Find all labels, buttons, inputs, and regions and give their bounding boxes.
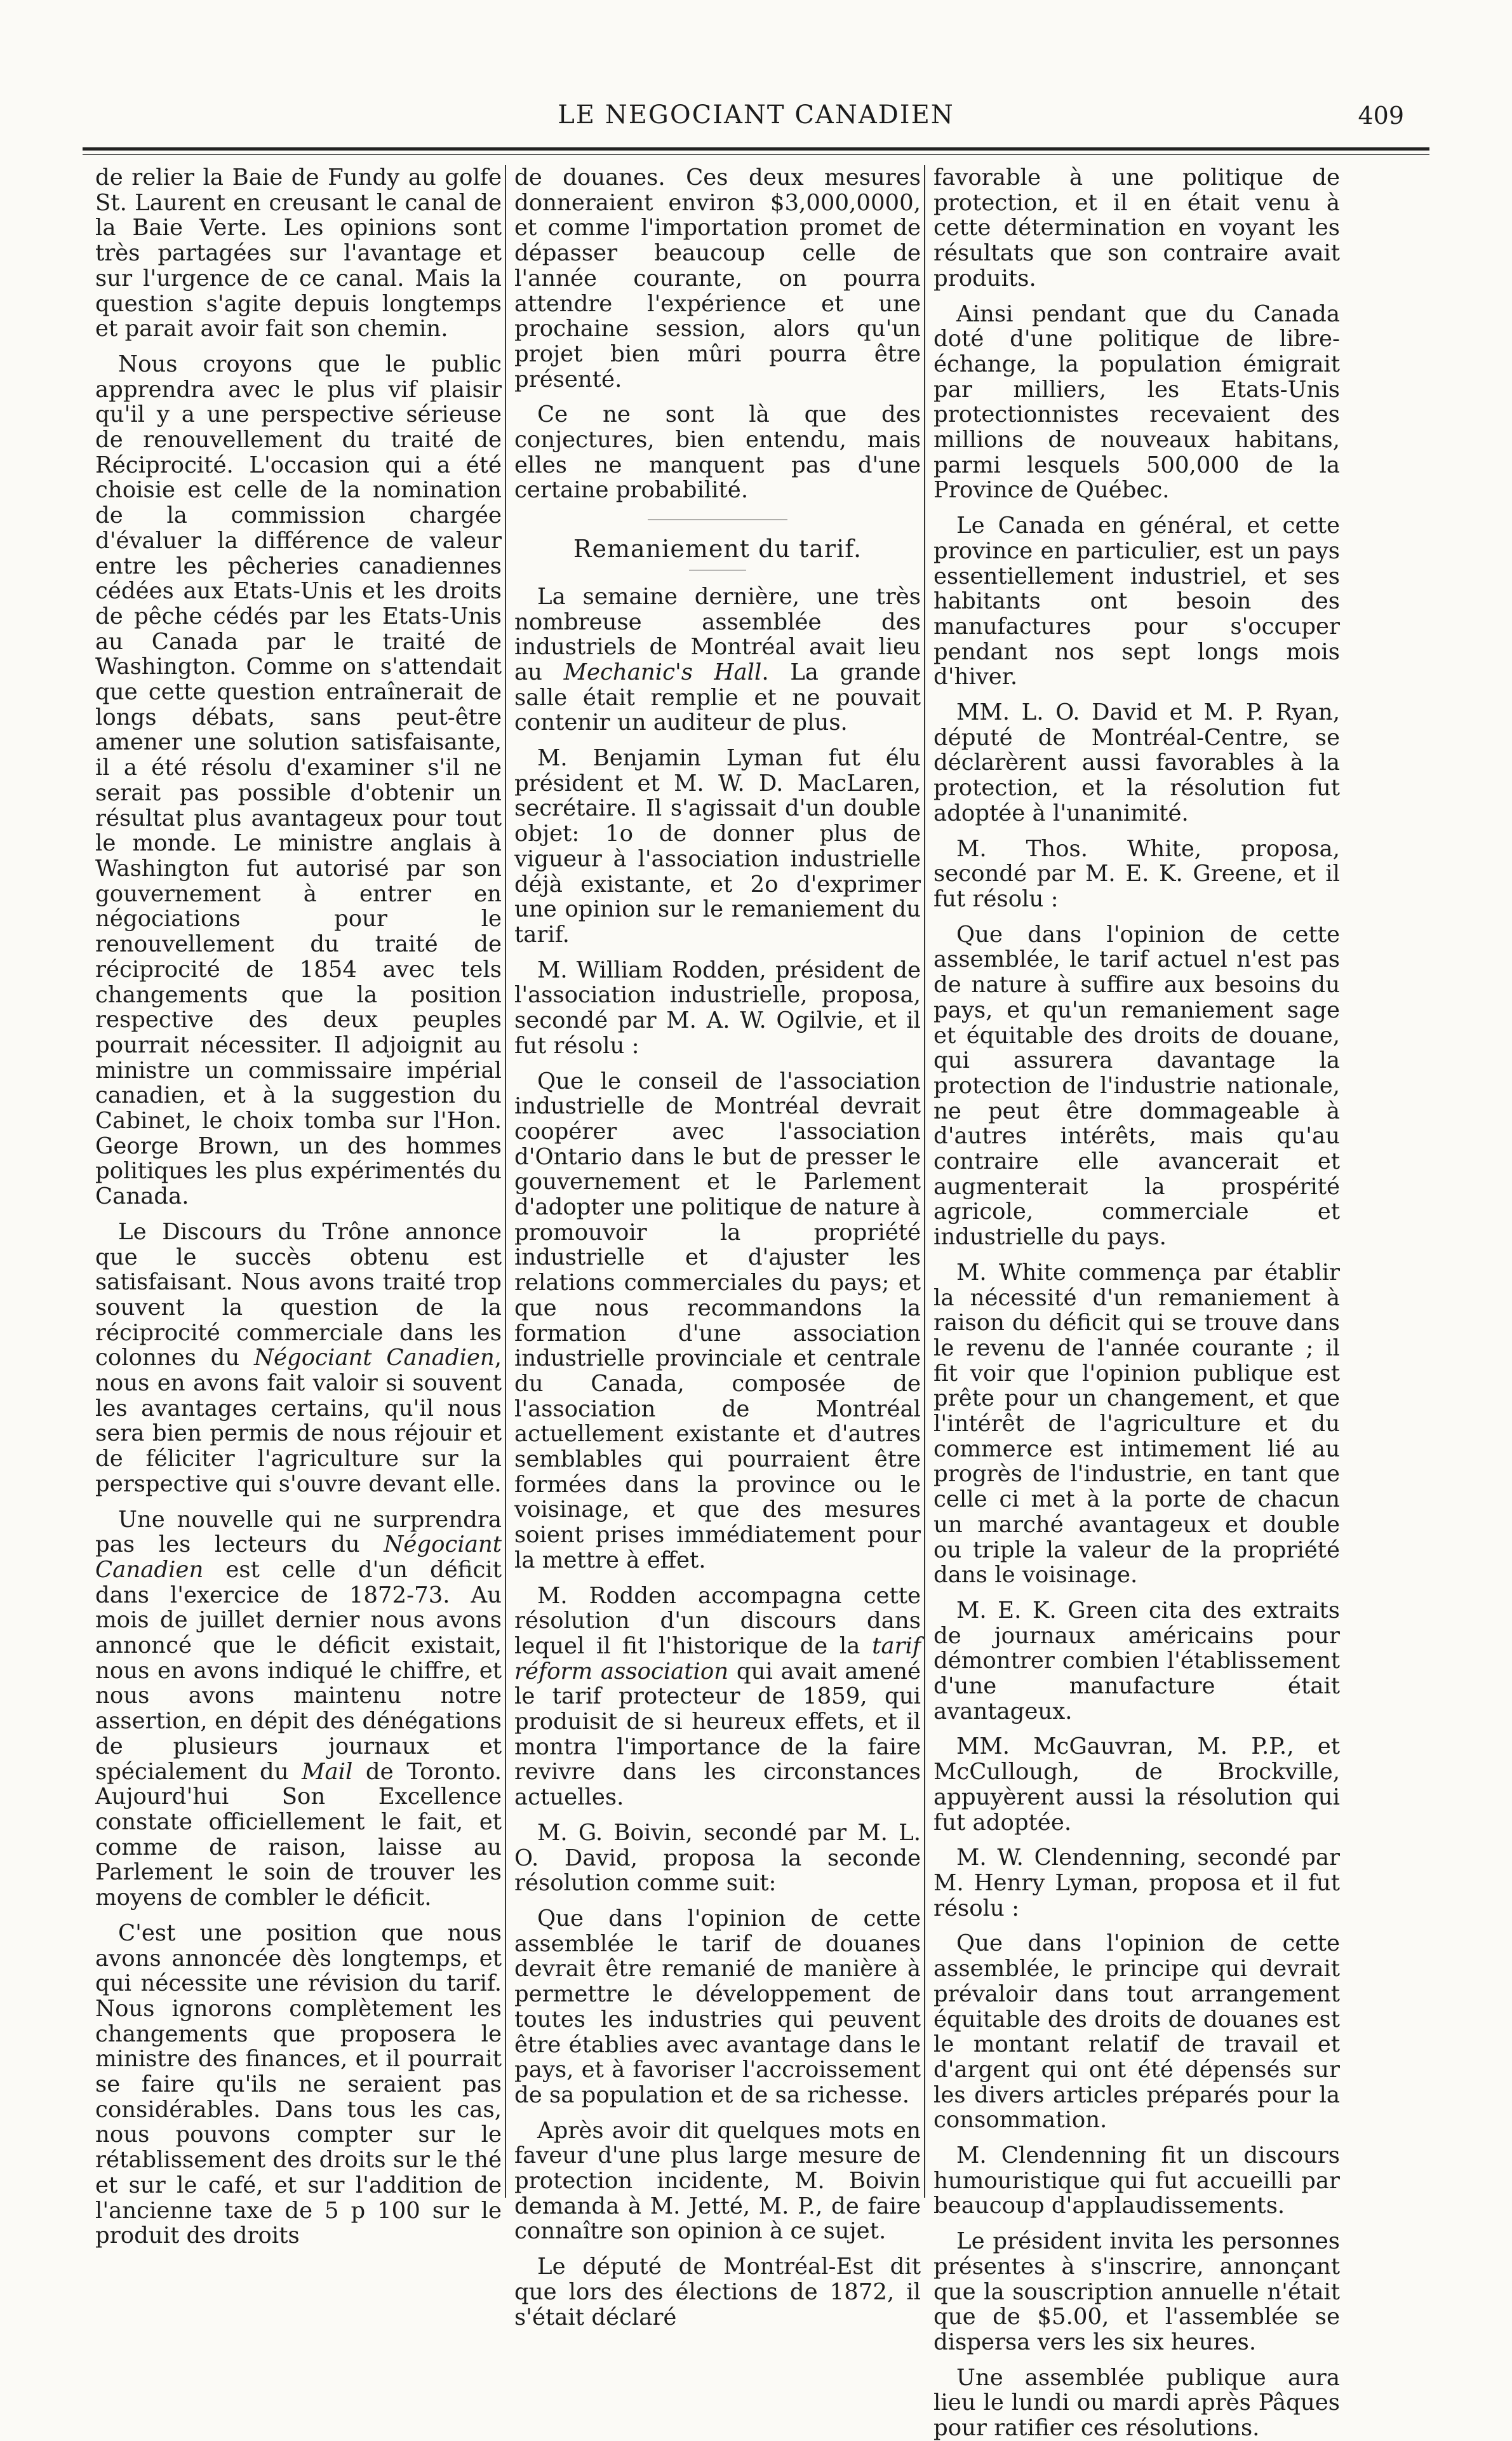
- paragraph: Le Canada en général, et cette province en particulier, est un pays essentiellement industriel, et ses habitants ont besoin des manufactures pour s'occuper pendant nos sept longs mois d'hiver.: [933, 513, 1340, 690]
- text-run: , nous en avons fait valoir si souvent les avantages certains, qu'il nous sera bien permis de nous réjouir et de féliciter l'agriculture sur la perspective qui s'ouvre devant elle.: [95, 1345, 502, 1497]
- column-2: [514, 165, 921, 2330]
- paragraph: M. E. K. Green cita des extraits de journaux américains pour démontrer combien l'établissement d'une manufacture était avantageux.: [933, 1597, 1340, 1725]
- paragraph: Le député de Montréal-Est dit que lors des élections de 1872, il s'était déclaré: [514, 2254, 921, 2330]
- paragraph: de relier la Baie de Fundy au golfe St. Laurent en creusant le canal de la Baie Verte. Les opinions sont très partagées sur l'avantage et sur l'urgence de ce canal. Mais la question s'agite depuis longtemps et parait avoir fait son chemin.: [95, 165, 502, 342]
- section-title: Remaniement du tarif.: [573, 535, 862, 563]
- paragraph: M. White commença par établir la nécessité d'un remaniement à raison du déficit qui se trouve dans le revenu de l'année courante ; il fit voir que l'opinion publique est prête pour un changement, et que l'intérêt de l'agriculture et du commerce est intimement lié au progrès de l'industrie, en tant que celle ci met à la porte de chacun un marché avantageux et double ou triple la valeur de la propriété dans le voisinage.: [933, 1259, 1340, 1589]
- header-rule: [83, 147, 1429, 155]
- paragraph: Nous croyons que le public apprendra avec le plus vif plaisir qu'il y a une perspective sérieuse de renouvellement du traité de Réciprocité. L'occasion qui a été choisie est celle de la nomination de la commission chargée d'évaluer la différence de valeur entre les pêcheries canadiennes cédées aux Etats-Unis et les droits de pêche cédés par les Etats-Unis au Canada par le traité de Washington. Comme on s'attendait que cette question entraînerait de longs débats, sans peut-être amener une solution satisfaisante, il a été résolu d'examiner s'il ne serait pas possible d'obtenir un résultat plus avantageux pour tout le monde. Le ministre anglais à Washington fut autorisé par son gouvernement à entrer en négociations pour le renouvellement du traité de réciprocité de 1854 avec tels changements que la position respective des deux peuples pourrait nécessiter. Il adjoignit au ministre un commissaire impérial canadien, et à la suggestion du Cabinet, le choix tomba sur l'Hon. George Brown, un des hommes politiques les plus expérimentés du Canada.: [95, 351, 502, 1210]
- paragraph: [514, 584, 921, 736]
- paragraph: MM. L. O. David et M. P. Ryan, député de Montréal-Centre, se déclarèrent aussi favorables à la protection, et la résolution fut adoptée à l'unanimité.: [933, 699, 1340, 826]
- italic-text: Négociant Canadien: [253, 1345, 495, 1371]
- text-run: La semaine dernière, une très nombreuse assemblée des industriels de Montréal avait lieu au: [514, 583, 921, 685]
- italic-text: Mail: [302, 1758, 353, 1785]
- page-header: [83, 95, 1429, 133]
- paragraph: Après avoir dit quelques mots en faveur d'une plus large mesure de protection incidente, M. Boivin demanda à M. Jetté, M. P., de faire connaître son opinion à ce sujet.: [514, 2117, 921, 2245]
- paragraph: Ce ne sont là que des conjectures, bien entendu, mais elles ne manquent pas d'une certaine probabilité.: [514, 401, 921, 504]
- text-run: qui avait amené le tarif protecteur de 1859, qui produisit de si heureux effets, et il montra l'importance de la faire revivre dans les circonstances actuelles.: [514, 1658, 921, 1811]
- column-divider-1: [505, 165, 506, 2198]
- paragraph: Ainsi pendant que du Canada doté d'une politique de libre-échange, la population émigrait par milliers, les Etats-Unis protectionnistes recevaient des millions de nouveaux habitans, parmi lesquels 500,000 de la Province de Québec.: [933, 300, 1340, 504]
- paragraph: M. William Rodden, président de l'association industrielle, proposa, secondé par M. A. W. Ogilvie, et il fut résolu :: [514, 957, 921, 1059]
- page-number: 409: [1358, 102, 1404, 130]
- paragraph: favorable à une politique de protection, et il en était venu à cette détermination en voyant les résultats que son contraire avait produits.: [933, 165, 1340, 292]
- text-run: M. Rodden accompagna cette résolution d'un discours dans lequel il fit l'historique de la: [514, 1582, 921, 1659]
- text-run: . La grande salle était remplie et ne pouvait contenir un auditeur de plus.: [514, 659, 921, 736]
- paragraph: Que dans l'opinion de cette assemblée le tarif de douanes devrait être remanié de manière à permettre le développement de toutes les industries qui peuvent être établies avec avantage dans le pays, et à favoriser l'accroissement de sa population et de sa richesse.: [514, 1906, 921, 2108]
- paragraph: Le président invita les personnes présentes à s'inscrire, annonçant que la souscription annuelle n'était que de $5.00, et l'assemblée se dispersa vers les six heures.: [933, 2228, 1340, 2355]
- paragraph: Que dans l'opinion de cette assemblée, le tarif actuel n'est pas de nature à suffire aux besoins du pays, et qu'un remaniement sage et équitable des droits de douane, qui assurera davantage la protection de l'industrie nationale, ne peut être dommageable à d'autres intérêts, mais qu'au contraire elle avancerait et augmenterait la prospérité agricole, commerciale et industrielle du pays.: [933, 921, 1340, 1251]
- italic-text: tarif réform association: [514, 1632, 921, 1684]
- paragraph: M. W. Clendenning, secondé par M. Henry Lyman, proposa et il fut résolu :: [933, 1845, 1340, 1921]
- paragraph: [95, 1220, 502, 1497]
- column-3: [933, 165, 1340, 2441]
- newspaper-title: LE NEGOCIANT CANADIEN: [558, 100, 954, 130]
- italic-text: Négociant Canadien: [95, 1531, 502, 1583]
- text-run: Une nouvelle qui ne surprendra pas les lecteurs du: [95, 1506, 502, 1558]
- paragraph: M. Benjamin Lyman fut élu président et M. W. D. MacLaren, secrétaire. Il s'agissait d'un double objet: 1o de donner plus de vigueur à l'association industrielle déjà existante, et 2o d'exprimer une opinion sur le remaniement du tarif.: [514, 745, 921, 948]
- paragraph: [514, 1584, 921, 1810]
- text-run: est celle d'un déficit dans l'exercice de 1872-73. Au mois de juillet dernier nous avons annoncé que le déficit existait, nous en avons indiqué le chiffre, et nous avons maintenu notre assertion, en dépit des dénégations de plusieurs journaux et spécialement du: [95, 1556, 502, 1785]
- paragraph: MM. McGauvran, M. P.P., et McCullough, de Brockville, appuyèrent aussi la résolution qui fut adoptée.: [933, 1733, 1340, 1836]
- paragraph: M. Thos. White, proposa, secondé par M. E. K. Greene, et il fut résolu :: [933, 835, 1340, 912]
- column-1: [95, 165, 502, 2249]
- paragraph: [95, 1507, 502, 1911]
- italic-text: Mechanic's Hall: [563, 659, 762, 685]
- paragraph: de douanes. Ces deux mesures donneraient environ $3,000,0000, et comme l'importation promet de dépasser beaucoup celle de l'année courante, on pourra attendre l'expérience et une prochaine session, alors qu'un projet bien mûri pourra être présenté.: [514, 165, 921, 393]
- text-run: de Toronto. Aujourd'hui Son Excellence constate officiellement le fait, et comme de raison, laisse au Parlement le soin de trouver les moyens de combler le déficit.: [95, 1758, 502, 1911]
- paragraph: Que dans l'opinion de cette assemblée, le principe qui devrait prévaloir dans tout arrangement équitable des droits de douanes est le montant relatif de travail et d'argent qui ont été dépensés sur les divers articles préparés pour la consommation.: [933, 1930, 1340, 2134]
- paragraph: C'est une position que nous avons annoncée dès longtemps, et qui nécessite une révision du tarif. Nous ignorons complètement les changements que proposera le ministre des finances, et il pourrait se faire qu'ils ne seraient pas considérables. Dans tous les cas, nous pouvons compter sur le rétablissement des droits sur le thé et sur le café, et sur l'addition de l'ancienne taxe de 5 p 100 sur le produit des droits: [95, 1920, 502, 2249]
- text-run: Le Discours du Trône annonce que le succès obtenu est satisfaisant. Nous avons traité trop souvent la question de la réciprocité commerciale dans les colonnes du: [95, 1218, 502, 1371]
- paragraph: Que le conseil de l'association industrielle de Montréal devrait coopérer avec l'association d'Ontario dans le but de presser le gouvernement et le Parlement d'adopter une politique de nature à promouvoir la propriété industrielle et d'ajuster les relations commerciales du pays; et que nous recommandons la formation d'une association industrielle provinciale et centrale du Canada, composée de l'association de Montréal actuellement existante et d'autres semblables qui pourraient être formées dans la province ou le voisinage, et que des mesures soient prises immédiatement pour la mettre à effet.: [514, 1068, 921, 1573]
- paragraph: M. G. Boivin, secondé par M. L. O. David, proposa la seconde résolution comme suit:: [514, 1819, 921, 1897]
- column-divider-2: [924, 165, 925, 2198]
- paragraph: Une assemblée publique aura lieu le lundi ou mardi après Pâques pour ratifier ces résolutions.: [933, 2364, 1340, 2441]
- paragraph: M. Clendenning fit un discours humouristique qui fut accueilli par beaucoup d'applaudissements.: [933, 2142, 1340, 2219]
